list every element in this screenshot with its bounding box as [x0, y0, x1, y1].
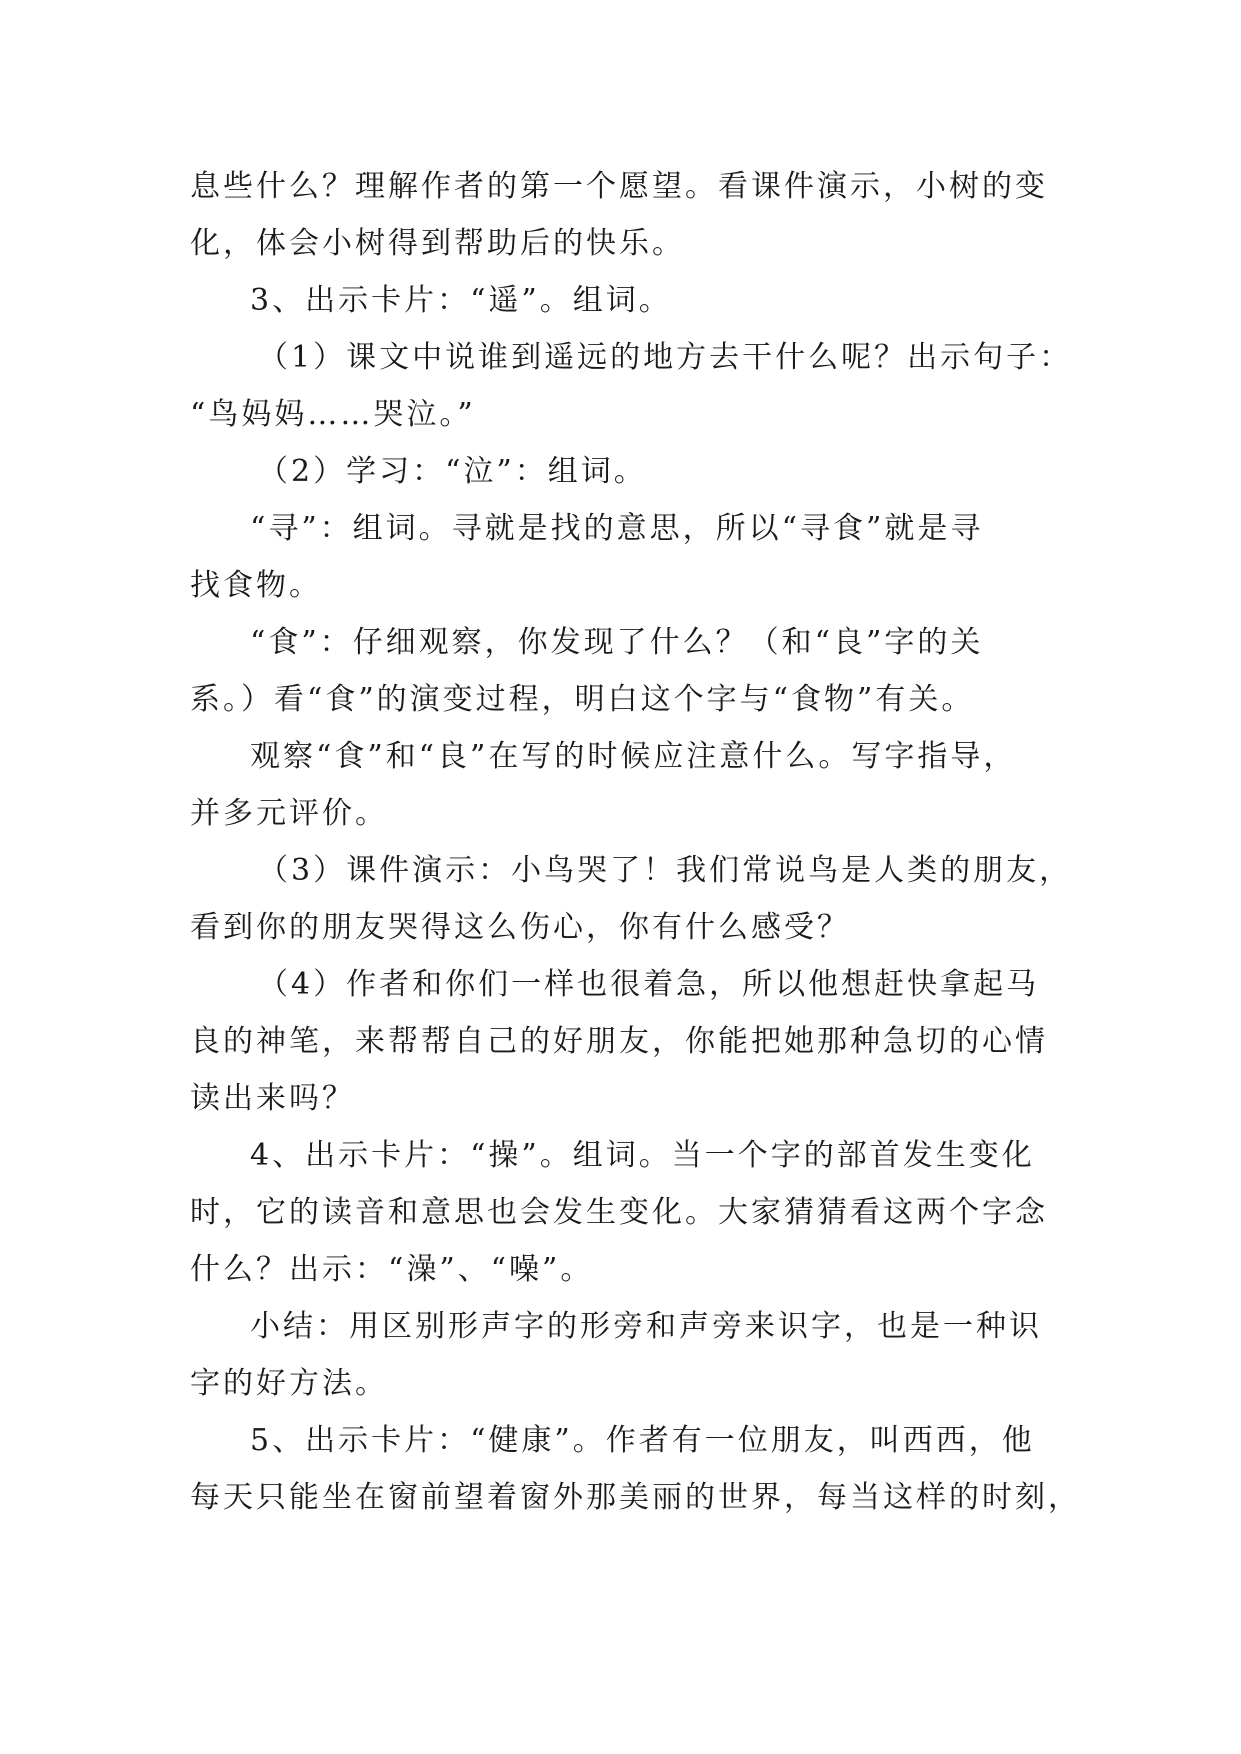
text-line: “鸟妈妈……哭泣。”	[190, 397, 476, 432]
text-line: 系。）看“食”的演变过程，明白这个字与“食物”有关。	[190, 682, 975, 717]
text-line: 什么？出示：“澡”、“噪”。	[190, 1252, 594, 1287]
text-line: 5、出示卡片：“健康”。作者有一位朋友，叫西西，他	[250, 1423, 1035, 1458]
text-line: 息些什么？理解作者的第一个愿望。看课件演示，小树的变	[190, 169, 1048, 204]
text-line: 小结：用区别形声字的形旁和声旁来识字，也是一种识	[250, 1309, 1042, 1344]
text-line: 找食物。	[190, 568, 322, 603]
text-line: 每天只能坐在窗前望着窗外那美丽的世界，每当这样的时刻，	[190, 1480, 1081, 1515]
text-line: 读出来吗？	[190, 1081, 355, 1116]
text-line: （4）作者和你们一样也很着急，所以他想赶快拿起马	[258, 967, 1040, 1002]
text-line: 时，它的读音和意思也会发生变化。大家猜猜看这两个字念	[190, 1195, 1048, 1230]
text-line: 4、出示卡片：“操”。组词。当一个字的部首发生变化	[250, 1138, 1035, 1173]
text-line: （1）课文中说谁到遥远的地方去干什么呢？出示句子：	[258, 340, 1073, 375]
text-line: 3、出示卡片：“遥”。组词。	[250, 283, 672, 318]
text-line: 化，体会小树得到帮助后的快乐。	[190, 226, 685, 261]
text-line: “寻”：组词。寻就是找的意思，所以“寻食”就是寻	[250, 511, 984, 546]
text-line: 字的好方法。	[190, 1366, 388, 1401]
text-line: （3）课件演示：小鸟哭了！我们常说鸟是人类的朋友，	[258, 853, 1073, 888]
document-body	[190, 158, 1081, 1526]
text-line: 看到你的朋友哭得这么伤心，你有什么感受？	[190, 910, 850, 945]
text-line: 观察“食”和“良”在写的时候应注意什么。写字指导，	[250, 739, 1017, 774]
text-line: 良的神笔，来帮帮自己的好朋友，你能把她那种急切的心情	[190, 1024, 1048, 1059]
text-line: （2）学习：“泣”：组词。	[258, 454, 647, 489]
text-line: “食”：仔细观察，你发现了什么？（和“良”字的关	[250, 625, 984, 660]
text-line: 并多元评价。	[190, 796, 388, 831]
